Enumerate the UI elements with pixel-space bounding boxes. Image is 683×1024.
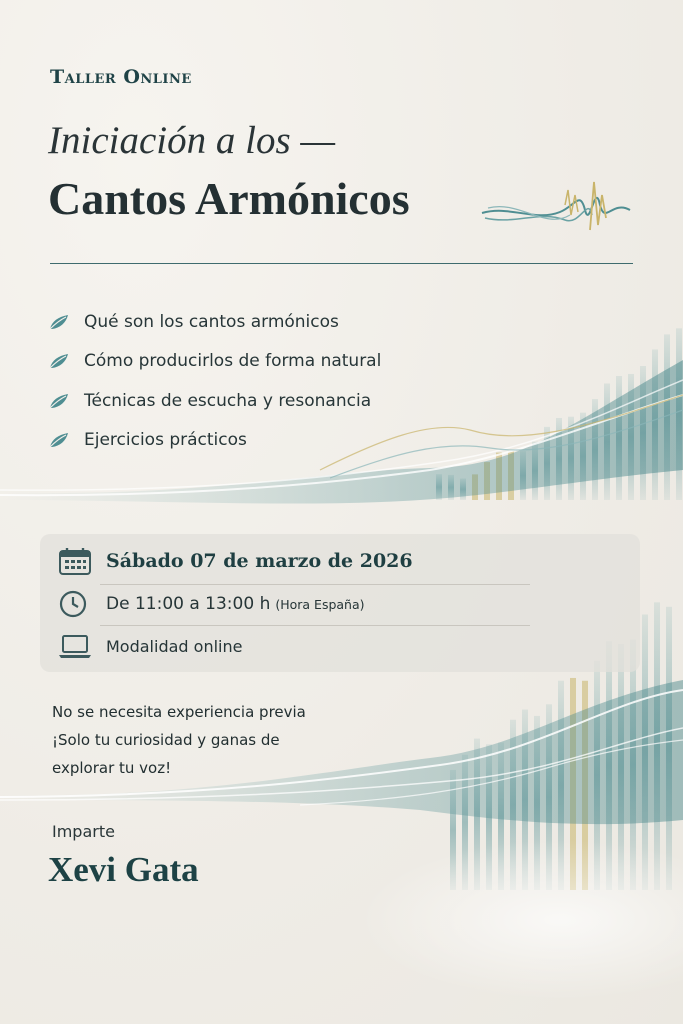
leaf-icon — [48, 313, 70, 331]
leaf-icon — [48, 392, 70, 410]
clock-icon — [58, 589, 92, 619]
topic-label: Qué son los cantos armónicos — [84, 311, 339, 332]
row-divider — [100, 625, 530, 626]
event-date: Sábado 07 de marzo de 2026 — [106, 550, 413, 572]
list-item — [48, 381, 381, 421]
leaf-icon — [48, 352, 70, 370]
row-divider — [100, 584, 530, 585]
title-line-1: Iniciación a los — — [48, 119, 336, 162]
event-time: De 11:00 a 13:00 h — [106, 594, 271, 614]
event-mode-row — [58, 631, 242, 661]
workshop-kicker: Taller Online — [50, 66, 192, 88]
event-date-row — [58, 546, 413, 576]
title-divider — [50, 263, 633, 264]
topics-list — [48, 302, 381, 460]
event-details-card — [40, 534, 640, 672]
event-time-zone: (Hora España) — [275, 596, 365, 612]
note-line: No se necesita experiencia previa — [52, 703, 306, 721]
page-title: Cantos Armónicos — [48, 173, 410, 224]
sound-wave-icon — [482, 182, 630, 230]
event-mode: Modalidad online — [106, 636, 243, 656]
presenter-label: Imparte — [52, 822, 115, 841]
list-item — [48, 342, 381, 382]
laptop-icon — [58, 631, 92, 661]
topic-label: Ejercicios prácticos — [84, 430, 247, 451]
note-line: ¡Solo tu curiosidad y ganas de — [52, 731, 280, 749]
list-item — [48, 302, 381, 342]
calendar-icon — [58, 546, 92, 576]
topic-label: Técnicas de escucha y resonancia — [84, 390, 372, 411]
event-time-row — [58, 589, 365, 619]
presenter-name: Xevi Gata — [48, 850, 199, 889]
list-item — [48, 421, 381, 461]
topic-label: Cómo producirlos de forma natural — [84, 351, 382, 372]
leaf-icon — [48, 431, 70, 449]
note-line: explorar tu voz! — [52, 759, 172, 777]
requirements-note — [52, 698, 372, 782]
